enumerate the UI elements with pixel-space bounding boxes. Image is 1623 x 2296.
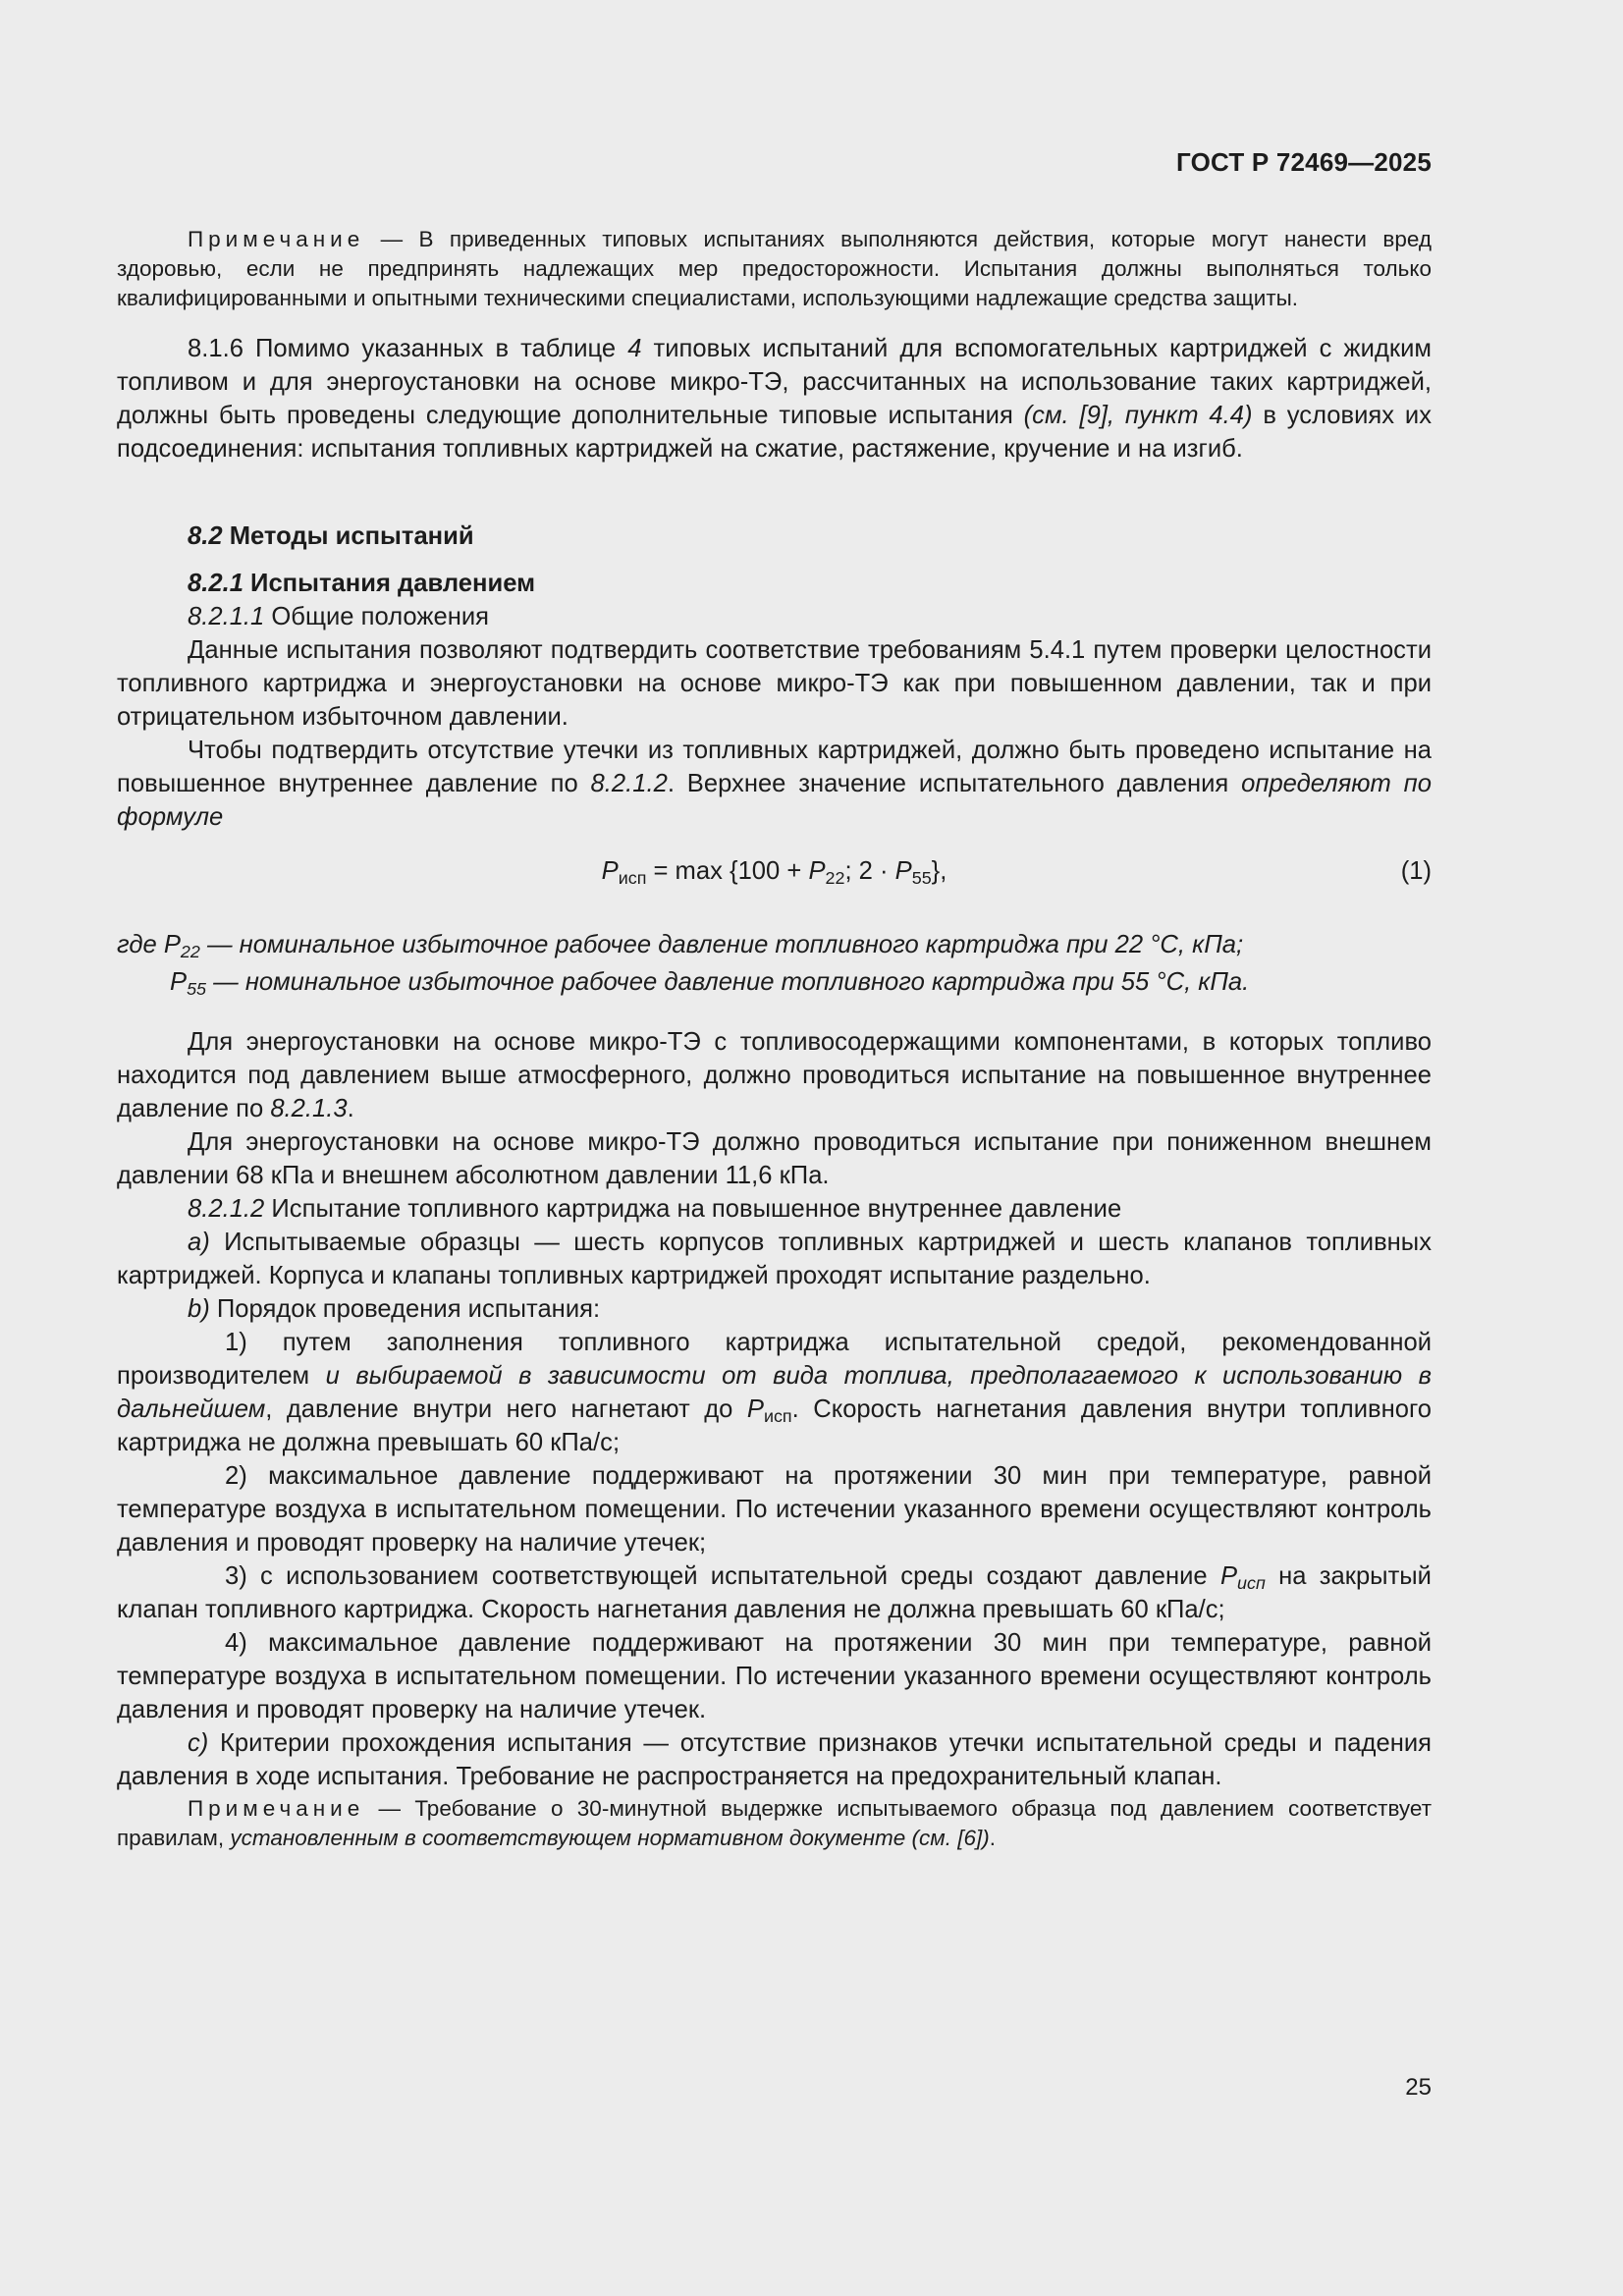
text: Порядок проведения испытания: <box>209 1295 601 1323</box>
subscript: исп <box>618 868 647 888</box>
subscript: исп <box>1237 1573 1266 1593</box>
section-8-2-1-heading <box>117 567 1432 600</box>
formula-number: (1) <box>1400 857 1432 885</box>
clause-8-1-6 <box>117 332 1432 465</box>
section-title: Испытание топливного картриджа на повышенное внутреннее давление <box>264 1195 1122 1223</box>
text: }, <box>931 857 947 885</box>
section-8-2-1 <box>117 567 1432 834</box>
note-text: — Требование о 30-минутной выдержке испытываемого образца под давлением соответствует правилам, <box>117 1796 1432 1850</box>
note-label: Примечание <box>188 1796 365 1821</box>
text: на закрытый клапан топливного картриджа. Скорость нагнетания давления не должна превышать 60 кПа/с; <box>117 1562 1432 1623</box>
text: = max {100 + <box>646 857 809 885</box>
note-label: Примечание <box>188 227 365 251</box>
step-3 <box>117 1559 1432 1626</box>
section-number: 8.2.1 <box>188 570 243 597</box>
text: . Верхнее значение испытательного давления <box>667 770 1242 797</box>
subscript: 55 <box>911 868 932 888</box>
clause-ref: 8.2.1.3 <box>270 1095 348 1122</box>
symbol: P <box>1219 1562 1238 1590</box>
section-title: Общие положения <box>264 603 490 630</box>
document-id: ГОСТ Р 72469—2025 <box>1176 147 1432 177</box>
note-text-italic: установленным в соответствующем нормативном документе (см. [6]) <box>230 1826 990 1850</box>
symbol: P <box>894 857 912 885</box>
clause-text: в условиях их подсоединения: испытания топливных картриджей на сжатие, растяжение, кручение и на изгиб. <box>117 402 1432 463</box>
note-1 <box>117 225 1432 313</box>
step-2: 2) максимальное давление поддерживают на протяжении 30 мин при температуре, равной температуре воздуха в испытательном помещении. По истечении указанного времени осуществляют контроль давления и проводят проверку на наличие утечек; <box>117 1462 1432 1557</box>
list-item-a <box>117 1226 1432 1292</box>
text: , давление внутри него нагнетают до <box>265 1395 747 1423</box>
text: 3) с использованием соответствующей испытательной среды создают давление <box>225 1562 1220 1590</box>
section-title: Методы испытаний <box>222 522 474 550</box>
reference: (см. [9], пункт 4.4) <box>1023 402 1253 429</box>
list-label: c) <box>188 1729 209 1757</box>
formula-expression <box>601 857 947 888</box>
symbol: P <box>601 857 619 885</box>
table-ref: 4 <box>627 335 642 362</box>
text: ; 2 · <box>844 857 895 885</box>
text-italic: определяют по формуле <box>117 770 1432 831</box>
section-8-2-heading <box>117 519 1502 553</box>
text: 1) путем заполнения топливного картриджа испытательной средой, рекомендованной производителем <box>117 1329 1432 1390</box>
page-number: 25 <box>1405 2074 1432 2101</box>
subscript: 55 <box>187 979 206 999</box>
legend-line <box>117 963 1432 1001</box>
formula-1 <box>117 854 1432 888</box>
text: где P <box>117 931 181 958</box>
paragraph: Данные испытания позволяют подтвердить соответствие требованиям 5.4.1 путем проверки целостности топливного картриджа и энергоустановки на основе микро-ТЭ как при повышенном давлении, так и при отрицательном избыточном давлении. <box>117 636 1432 731</box>
list-label: b) <box>188 1295 210 1323</box>
subscript: 22 <box>825 868 845 888</box>
section-number: 8.2.1.2 <box>188 1195 265 1223</box>
paragraph <box>117 734 1432 834</box>
note-2 <box>117 1794 1432 1853</box>
text: Чтобы подтвердить отсутствие утечки из топливных картриджей, должно быть проведено испытание на повышенное внутреннее давление по <box>117 737 1432 797</box>
list-label: a) <box>188 1229 210 1256</box>
clause-ref: 8.2.1.2 <box>590 770 668 797</box>
clause-text: 8.1.6 Помимо указанных в таблице <box>188 335 628 362</box>
subscript: 22 <box>180 942 200 961</box>
list-item-c <box>117 1726 1432 1793</box>
legend-line <box>117 926 1432 963</box>
text: P <box>170 968 188 996</box>
section-number: 8.2.1.1 <box>188 603 265 630</box>
section-8-2-1-2-heading <box>117 1192 1432 1226</box>
note-text: . <box>989 1826 996 1850</box>
text: — номинальное избыточное рабочее давление топливного картриджа при 55 °C, кПа. <box>206 968 1250 996</box>
paragraph: Для энергоустановки на основе микро-ТЭ должно проводиться испытание при пониженном внешнем давлении 68 кПа и внешнем абсолютном давлении 11,6 кПа. <box>117 1128 1432 1189</box>
list-item-b <box>117 1292 1432 1326</box>
text: Испытываемые образцы — шесть корпусов топливных картриджей и шесть клапанов топливных картриджей. Корпуса и клапаны топливных картриджей проходят испытание раздельно. <box>117 1229 1432 1289</box>
symbol: P <box>746 1395 764 1423</box>
section-number: 8.2 <box>188 522 223 550</box>
section-title: Испытания давлением <box>243 570 536 597</box>
step-4: 4) максимальное давление поддерживают на протяжении 30 мин при температуре, равной температуре воздуха в испытательном помещении. По истечении указанного времени осуществляют контроль давления и проводят проверку на наличие утечек. <box>117 1629 1432 1723</box>
section-8-2-1-1-heading <box>117 600 1432 633</box>
text: . <box>347 1095 354 1122</box>
note-text: — В приведенных типовых испытаниях выполняются действия, которые могут нанести вред здоровью, если не предпринять надлежащих мер предосторожности. Испытания должны выполняться только квалифицированными и опытными техническими специалистами, использующими надлежащие средства защиты. <box>117 227 1432 310</box>
paragraph <box>117 1025 1432 1125</box>
step-1 <box>117 1326 1432 1459</box>
symbol: P <box>808 857 826 885</box>
formula-legend <box>117 926 1432 1001</box>
text-italic: и выбираемой в зависимости от вида топлива, предполагаемого к использованию в дальнейшем <box>117 1362 1433 1423</box>
subscript: исп <box>763 1406 792 1426</box>
clause-text: типовых испытаний для вспомогательных картриджей с жидким топливом и для энергоустановки на основе микро-ТЭ, рассчитанных на использование таких картриджей, должны быть проведены следующие дополнительные типовые испытания <box>117 335 1432 429</box>
text: Для энергоустановки на основе микро-ТЭ с топливосодержащими компонентами, в которых топливо находится под давлением выше атмосферного, должно проводиться испытание на повышенное внутреннее давление по <box>117 1028 1432 1122</box>
text: . Скорость нагнетания давления внутри топливного картриджа не должна превышать 60 кПа/с; <box>117 1395 1433 1456</box>
text: Критерии прохождения испытания — отсутствие признаков утечки испытательной среды и падения давления в ходе испытания. Требование не распространяется на предохранительный клапан. <box>117 1729 1432 1790</box>
section-8-2-1-continued <box>117 1025 1432 1793</box>
text: — номинальное избыточное рабочее давление топливного картриджа при 22 °C, кПа; <box>199 931 1244 958</box>
